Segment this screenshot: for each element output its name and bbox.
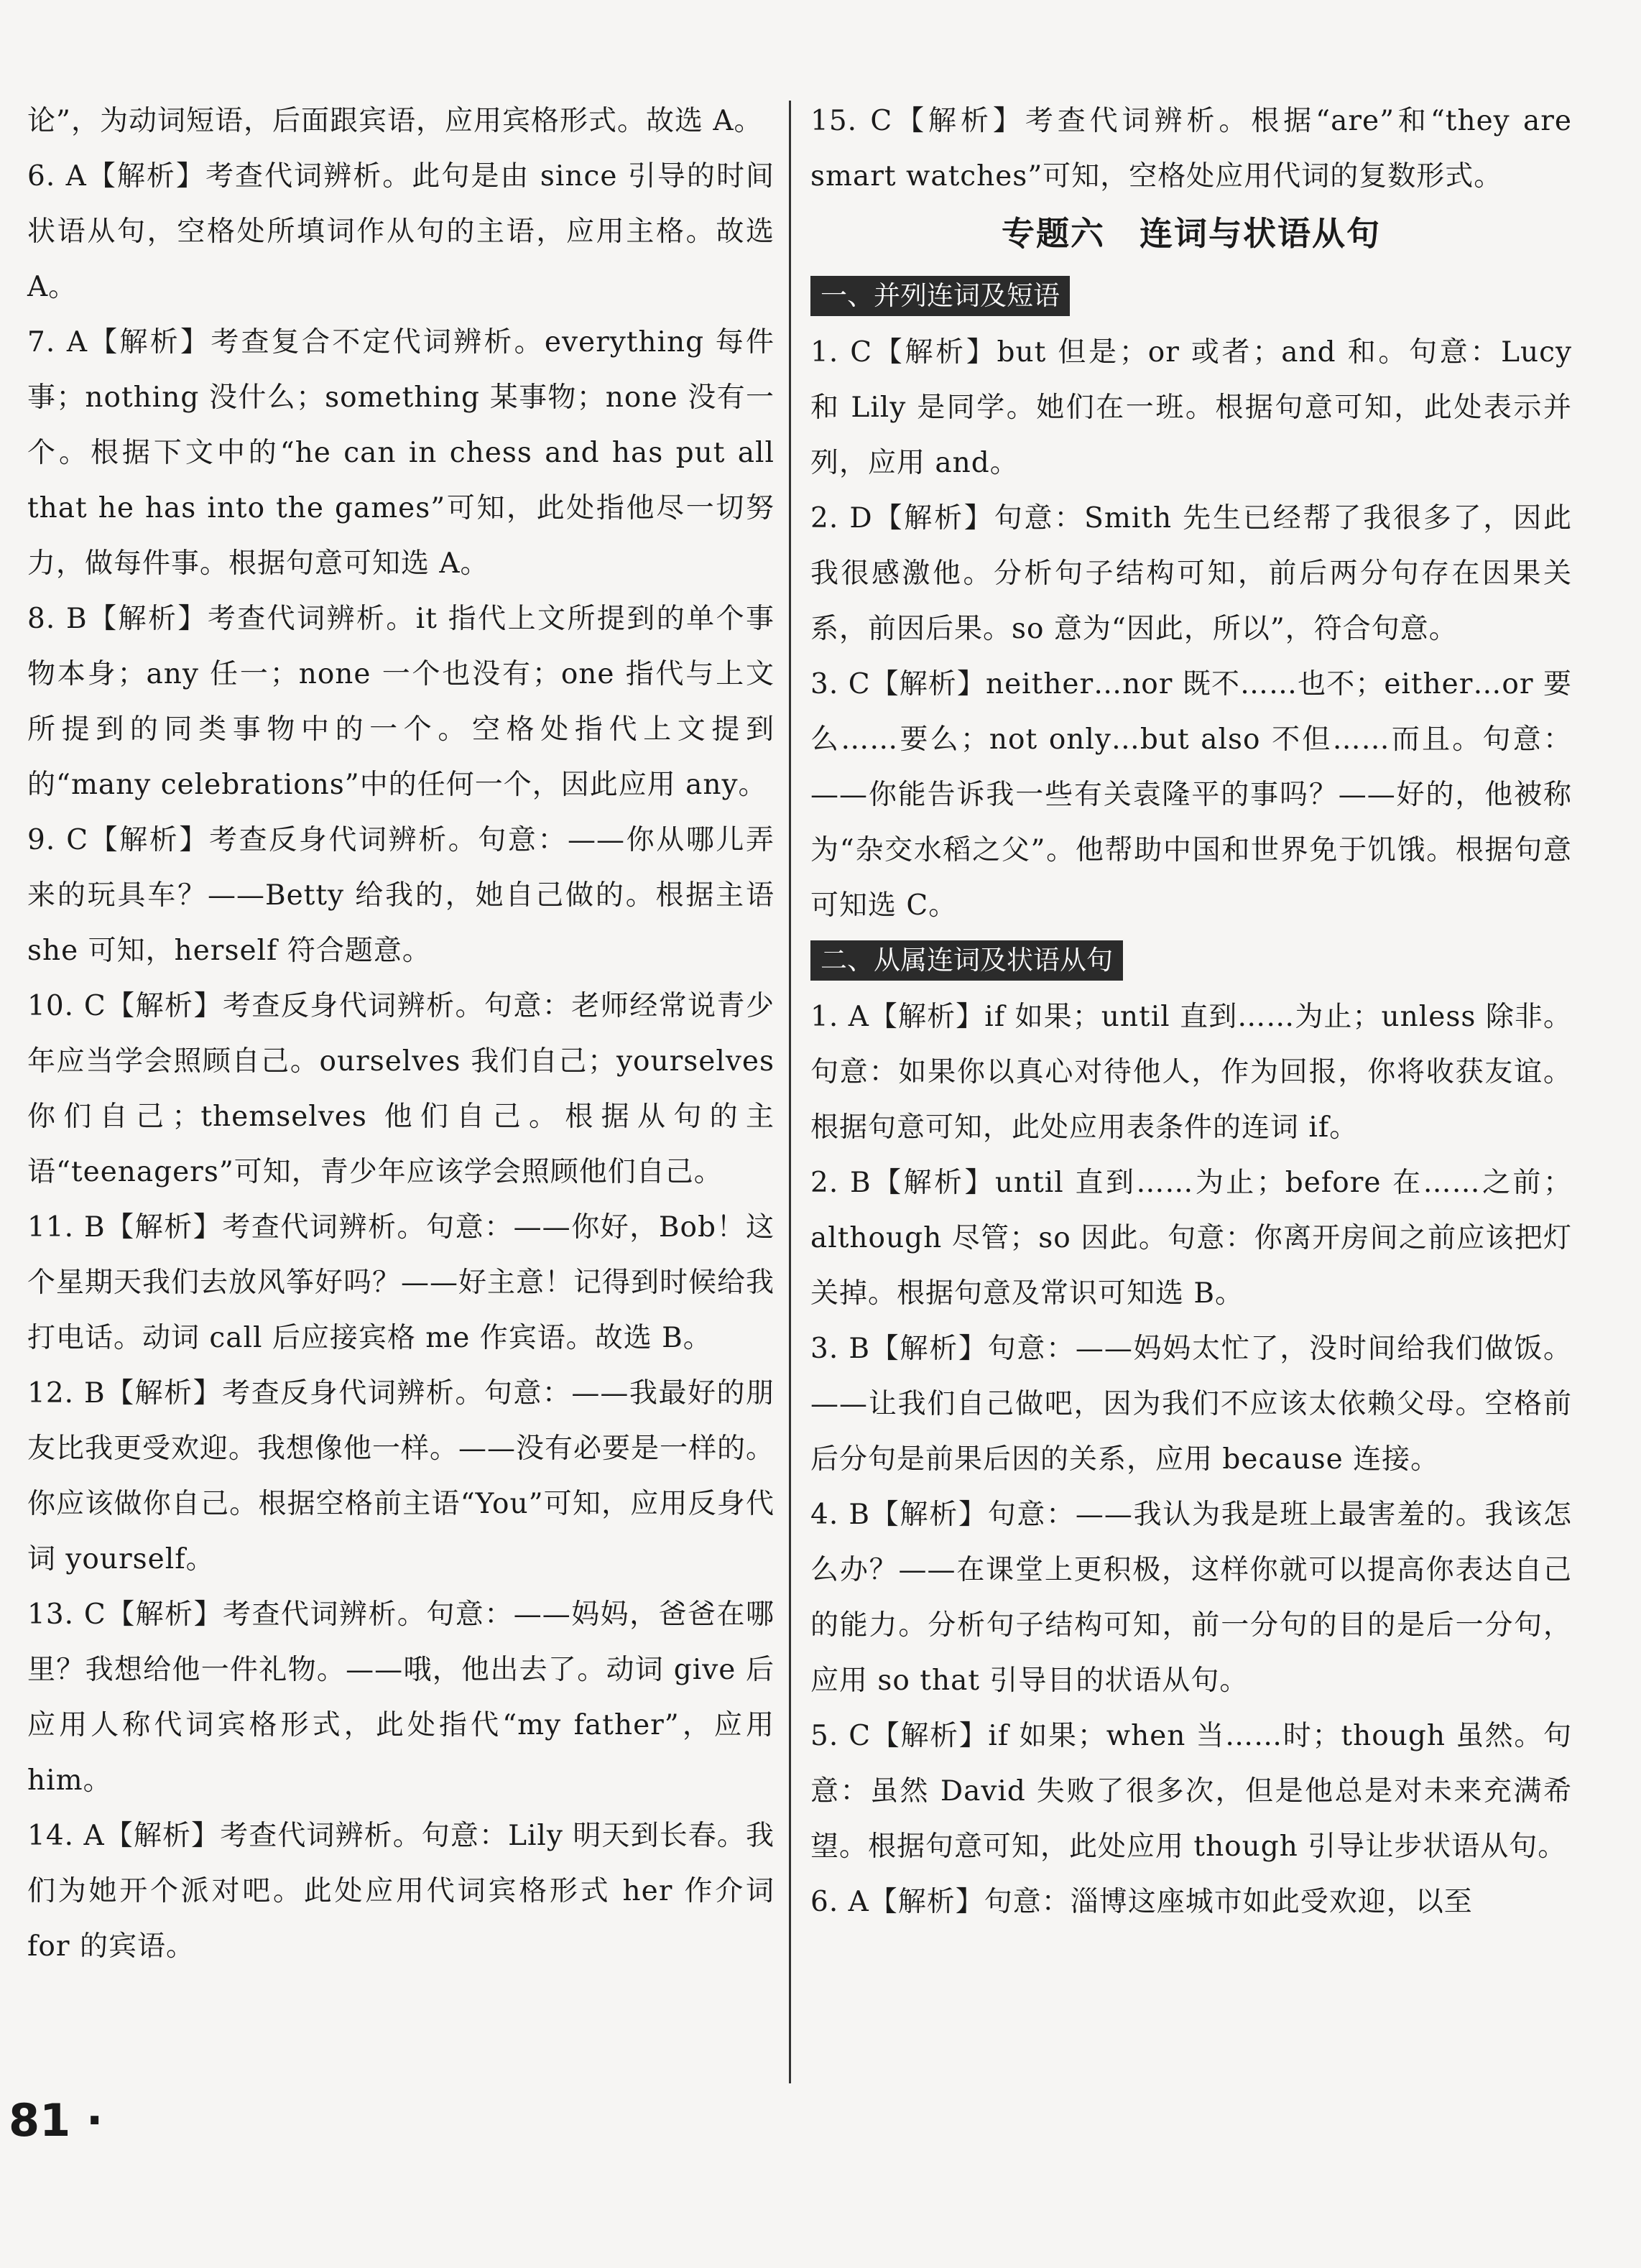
answer-paragraph: 11. B【解析】考查代词辨析。句意：——你好，Bob！这个星期天我们去放风筝好吗？——好主意！记得到时候给我打电话。动词 call 后应接宾格 me 作宾语。故选 B。 (27, 1211, 775, 1354)
answer-paragraph: 9. C【解析】考查反身代词辨析。句意：——你从哪儿弄来的玩具车？——Betty 给我的，她自己做的。根据主语 she 可知，herself 符合题意。 (27, 824, 775, 967)
answer-paragraph: 论”，为动词短语，后面跟宾语，应用宾格形式。故选 A。 (27, 105, 763, 137)
part-heading: 一、并列连词及短语 (810, 276, 1070, 316)
answer-paragraph: 4. B【解析】句意：——我认为我是班上最害羞的。我该怎么办？——在课堂上更积极，这样你就可以提高你表达自己的能力。分析句子结构可知，前一分句的目的是后一分句，应用 so that 引导目的状语从句。 (810, 1499, 1572, 1697)
part-heading: 二、从属连词及状语从句 (810, 940, 1123, 981)
page-number: 81 · (9, 2094, 103, 2147)
section-title: 专题六 连词与状语从句 (1002, 214, 1381, 253)
answer-paragraph: 2. D【解析】句意：Smith 先生已经帮了我很多了，因此我很感激他。分析句子结构可知，前后两分句存在因果关系，前因后果。so 意为“因此，所以”，符合句意。 (810, 502, 1572, 645)
answer-paragraph: 6. A【解析】句意：淄博这座城市如此受欢迎，以至 (810, 1886, 1473, 1918)
answer-paragraph: 3. C【解析】neither…nor 既不……也不；either…or 要么……要么；not only…but also 不但……而且。句意：——你能告诉我一些有关袁隆平的事吗？——好的，他被称为“杂交水稻之父”。他帮助中国和世界免于饥饿。根据句意可知选 C。 (810, 668, 1572, 922)
answer-paragraph: 7. A【解析】考查复合不定代词辨析。everything 每件事；nothing 没什么；something 某事物；none 没有一个。根据下文中的“he can in chess and has put all that he has into the games”可知，此处指他尽一切努力，做每件事。根据句意可知选 A。 (27, 326, 775, 580)
answer-paragraph: 2. B【解析】until 直到……为止；before 在……之前；although 尽管；so 因此。句意：你离开房间之前应该把灯关掉。根据句意及常识可知选 B。 (810, 1167, 1572, 1310)
right-column (810, 93, 1572, 1930)
answer-paragraph: 12. B【解析】考查反身代词辨析。句意：——我最好的朋友比我更受欢迎。我想像他一样。——没有必要是一样的。你应该做你自己。根据空格前主语“You”可知，应用反身代词 yourself。 (27, 1377, 775, 1575)
answer-paragraph: 10. C【解析】考查反身代词辨析。句意：老师经常说青少年应当学会照顾自己。ourselves 我们自己；yourselves 你们自己；themselves 他们自己。根据从句的主语“teenagers”可知，青少年应该学会照顾他们自己。 (27, 990, 775, 1188)
left-column (27, 93, 775, 1974)
answer-paragraph: 14. A【解析】考查代词辨析。句意：Lily 明天到长春。我们为她开个派对吧。此处应用代词宾格形式 her 作介词 for 的宾语。 (27, 1820, 775, 1963)
answer-paragraph: 1. C【解析】but 但是；or 或者；and 和。句意：Lucy 和 Lily 是同学。她们在一班。根据句意可知，此处表示并列，应用 and。 (810, 336, 1572, 479)
answer-paragraph: 8. B【解析】考查代词辨析。it 指代上文所提到的单个事物本身；any 任一；none 一个也没有；one 指代与上文所提到的同类事物中的一个。空格处指代上文提到的“many celebrations”中的任何一个，因此应用 any。 (27, 603, 775, 801)
answer-paragraph: 13. C【解析】考查代词辨析。句意：——妈妈，爸爸在哪里？我想给他一件礼物。——哦，他出去了。动词 give 后应用人称代词宾格形式，此处指代“my father”，应用 him。 (27, 1598, 775, 1797)
answer-paragraph: 6. A【解析】考查代词辨析。此句是由 since 引导的时间状语从句，空格处所填词作从句的主语，应用主格。故选 A。 (27, 160, 775, 303)
answer-paragraph: 15. C【解析】考查代词辨析。根据“are”和“they are smart watches”可知，空格处应用代词的复数形式。 (810, 105, 1572, 193)
answer-paragraph: 1. A【解析】if 如果；until 直到……为止；unless 除非。句意：如果你以真心对待他人，作为回报，你将收获友谊。根据句意可知，此处应用表条件的连词 if。 (810, 1001, 1572, 1144)
answer-paragraph: 5. C【解析】if 如果；when 当……时；though 虽然。句意：虽然 David 失败了很多次，但是他总是对未来充满希望。根据句意可知，此处应用 though 引导让步状语从句。 (810, 1720, 1572, 1863)
answer-paragraph: 3. B【解析】句意：——妈妈太忙了，没时间给我们做饭。——让我们自己做吧，因为我们不应该太依赖父母。空格前后分句是前果后因的关系，应用 because 连接。 (810, 1333, 1572, 1476)
column-divider (789, 101, 791, 2083)
